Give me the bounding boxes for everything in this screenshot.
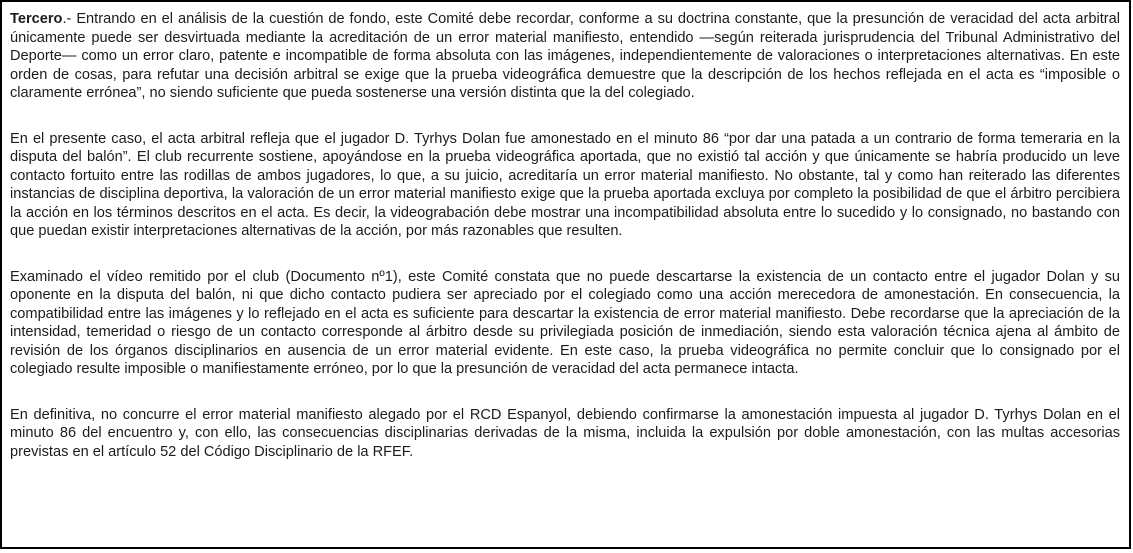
paragraph-tercero-body: .- Entrando en el análisis de la cuestión de fondo, este Comité debe recordar, conforme a su doctrina constante, que la presunción de veracidad del acta arbitral únicamente puede ser desvirtuada mediante la acreditación de un error material manifiesto, entendido —según reiterada jurisprudencia del Tribunal Administrativo del Deporte— como un error claro, patente e incompatible de forma absoluta con las imágenes, independientemente de valoraciones o interpretaciones alternativas. En este orden de cosas, para refutar una decisión arbitral se exige que la prueba videográfica demuestre que la descripción de los hechos reflejada en el acta es “imposible o claramente errónea”, no siendo suficiente que pueda sostenerse una versión distinta que la del colegiado. xyxy=(10,11,1120,101)
paragraph-conclusion xyxy=(10,406,1120,462)
paragraph-caso-concreto xyxy=(10,130,1120,241)
section-heading-tercero: Tercero xyxy=(10,11,63,27)
paragraph-examen-video xyxy=(10,268,1120,379)
paragraph-examen-video-body: Examinado el vídeo remitido por el club (Documento nº1), este Comité constata que no puede descartarse la existencia de un contacto entre el jugador Dolan y su oponente en la disputa del balón, ni que dicho contacto pudiera ser apreciado por el colegiado como una acción merecedora de amonestación. En consecuencia, la compatibilidad entre las imágenes y lo reflejado en el acta es suficiente para descartar la existencia de error material manifiesto. Debe recordarse que la apreciación de la intensidad, temeridad o riesgo de un contacto corresponde al árbitro desde su privilegiada posición de inmediación, siendo esta valoración técnica ajena al ámbito de revisión de los órganos disciplinarios en ausencia de un error material evidente. En este caso, la prueba videográfica no permite concluir que lo consignado por el colegiado resulte imposible o manifiestamente erróneo, por lo que la presunción de veracidad del acta permanece intacta. xyxy=(10,268,1120,377)
paragraph-conclusion-body: En definitiva, no concurre el error material manifiesto alegado por el RCD Espanyol, debiendo confirmarse la amonestación impuesta al jugador D. Tyrhys Dolan en el minuto 86 del encuentro y, con ello, las consecuencias disciplinarias derivadas de la misma, incluida la expulsión por doble amonestación, con las multas accesorias previstas en el artículo 52 del Código Disciplinario de la RFEF. xyxy=(10,406,1120,460)
paragraph-caso-concreto-body: En el presente caso, el acta arbitral refleja que el jugador D. Tyrhys Dolan fue amonestado en el minuto 86 “por dar una patada a un contrario de forma temeraria en la disputa del balón”. El club recurrente sostiene, apoyándose en la prueba videográfica aportada, que no existió tal acción y que únicamente se habría producido un leve contacto fortuito entre las rodillas de ambos jugadores, lo que, a su juicio, acreditaría un error material manifiesto. No obstante, tal y como han reiterado las diferentes instancias de disciplina deportiva, la valoración de un error material manifiesto exige que la prueba aportada excluya por completo la posibilidad de que el árbitro percibiera la acción en los términos descritos en el acta. Es decir, la videograbación debe mostrar una incompatibilidad absoluta entre lo sucedido y lo consignado, no bastando con que puedan existir interpretaciones alternativas de la acción, por más razonables que resulten. xyxy=(10,130,1120,239)
paragraph-tercero-fondo xyxy=(10,10,1120,103)
